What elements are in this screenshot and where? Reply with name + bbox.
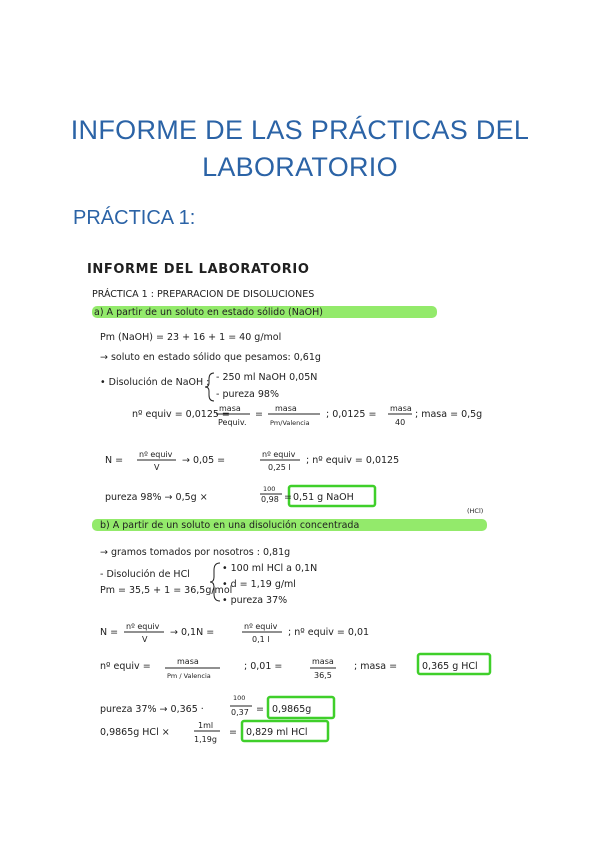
vol-den: 1,19g [194,735,217,744]
equiv-a-mid: ; 0,0125 = [326,409,377,420]
disolucion-hcl-label: - Disolución de HCl [100,569,190,580]
pureza-b-prefix: pureza 37% → 0,365 · [100,704,204,715]
pm-naoh-line: Pm (NaOH) = 23 + 16 + 1 = 40 g/mol [100,332,282,343]
equiv-a-f2-num: masa [275,404,297,413]
norm-a-f2-num: nº equiv [262,450,296,459]
norm-b-f2-den: 0,1 l [252,635,270,644]
norm-b-mid: → 0,1N = [170,627,215,638]
equiv-a-f1-den: Pequiv. [218,418,247,427]
vol-num: 1ml [198,721,214,730]
norm-b-f2-num: nº equiv [244,622,278,631]
practica-line: PRÁCTICA 1 : PREPARACION DE DISOLUCIONES [92,289,315,300]
norm-a-mid: → 0,05 = [182,455,226,466]
norm-b-f1-num: nº equiv [126,622,160,631]
norm-a-result: ; nº equiv = 0,0125 [306,455,400,466]
naoh-item-1: - 250 ml NaOH 0,05N [216,372,318,383]
section-a-heading: a) A partir de un soluto en estado sólido (NaOH) [94,307,324,318]
pureza-a-num: 100 [263,485,276,493]
equiv-b-mid: ; 0,01 = [244,661,283,672]
equiv-b-prefix: nº equiv = [100,661,151,672]
norm-b-f1-den: V [142,635,148,644]
pureza-b-num: 100 [233,694,246,702]
pureza-a-eq: = [284,492,292,503]
document-title [0,112,600,186]
equiv-a-prefix: nº equiv = 0,0125 = [132,409,230,420]
equiv-a-f1-num: masa [219,404,241,413]
norm-b-result: ; nº equiv = 0,01 [288,627,370,638]
pm-hcl-line: Pm = 35,5 + 1 = 36,5g/mol [100,585,233,596]
equiv-a-eq: = [255,409,263,420]
title-line-1: INFORME DE LAS PRÁCTICAS DEL [70,115,530,145]
norm-a-f1-num: nº equiv [139,450,173,459]
soluto-pesado-line: → soluto en estado sólido que pesamos: 0,61g [100,352,321,363]
equiv-a-f2-den: Pm/Valencia [270,419,310,427]
equiv-b-result: 0,365 g HCl [422,661,478,672]
disolucion-naoh-label: • Disolución de NaOH : [100,377,210,388]
vol-eq: = [229,727,237,738]
pureza-a-prefix: pureza 98% → 0,5g × [105,492,208,503]
hcl-item-1: • 100 ml HCl a 0,1N [222,563,318,574]
pureza-b-den: 0,37 [231,708,249,717]
equiv-b-f1-den: Pm / Valencia [167,672,211,680]
pureza-b-result: 0,9865g [272,704,312,715]
vol-prefix: 0,9865g HCl × [100,727,170,738]
naoh-item-2: - pureza 98% [216,389,279,400]
equiv-b-f1-num: masa [177,657,199,666]
norm-a-prefix: N = [105,455,124,466]
pureza-a-result: 0,51 g NaOH [293,492,354,503]
equiv-b-f2-den: 36,5 [314,671,332,680]
notes-heading: INFORME DEL LABORATORIO [87,262,310,277]
pureza-a-den: 0,98 [261,495,279,504]
equiv-b-label: ; masa = [354,661,398,672]
norm-b-prefix: N = [100,627,119,638]
section-b-heading: b) A partir de un soluto en una disolución concentrada [100,520,360,531]
norm-a-f2-den: 0,25 l [268,463,291,472]
pureza-b-eq: = [256,704,264,715]
hcl-tag: (HCl) [467,507,484,515]
equiv-a-f3-num: masa [390,404,412,413]
title-line-2: LABORATORIO [202,152,398,182]
vol-result: 0,829 ml HCl [246,727,308,738]
gramos-tomados-line: → gramos tomados por nosotros : 0,81g [100,547,291,558]
equiv-a-result: ; masa = 0,5g [415,409,483,420]
norm-a-f1-den: V [154,463,160,472]
equiv-a-f3-den: 40 [395,418,406,427]
hcl-item-3: • pureza 37% [222,595,288,606]
handwritten-notes-image [72,255,522,755]
practica-heading: PRÁCTICA 1: [73,207,196,229]
equiv-b-f2-num: masa [312,657,334,666]
hcl-item-2: • d = 1,19 g/ml [222,579,296,590]
